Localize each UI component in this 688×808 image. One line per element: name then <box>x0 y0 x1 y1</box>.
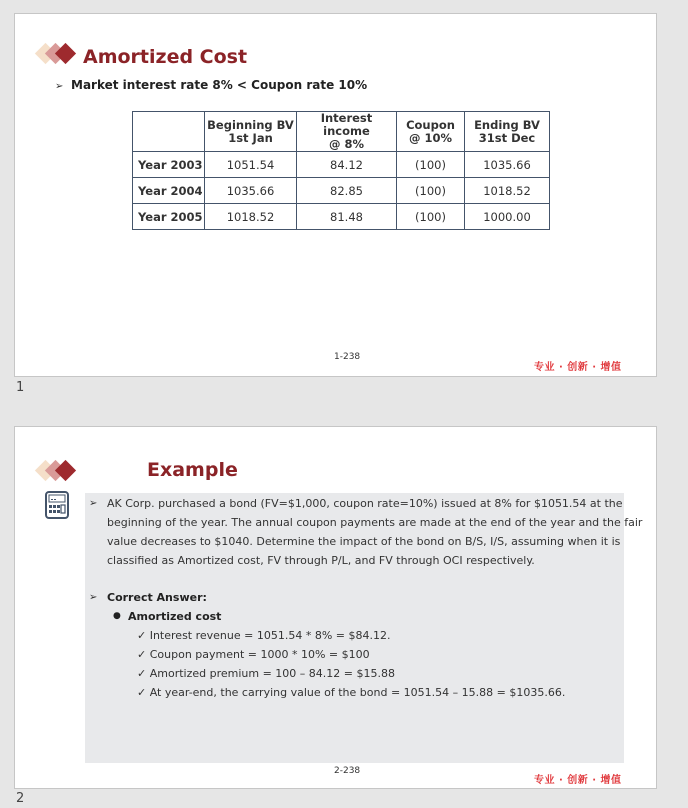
answer-heading: Correct Answer: <box>107 591 207 604</box>
table-cell: (100) <box>397 152 465 178</box>
table-cell: 1000.00 <box>465 204 550 230</box>
table-row <box>133 204 550 230</box>
table-header: Coupon @ 10% <box>397 112 465 152</box>
arrow-bullet-icon: ➢ <box>89 592 98 603</box>
slide-number: 2 <box>16 791 25 806</box>
table-cell: (100) <box>397 178 465 204</box>
slide-number: 1 <box>16 380 25 395</box>
table-cell: 84.12 <box>297 152 397 178</box>
answer-item: ✓ Amortized premium = 100 – 84.12 = $15.88 <box>137 667 395 680</box>
page-label: 1-238 <box>334 352 361 362</box>
answer-item: ✓ Interest revenue = 1051.54 * 8% = $84.12. <box>137 629 391 642</box>
row-label: Year 2003 <box>133 152 205 178</box>
table-header: Interest income @ 8% <box>297 112 397 152</box>
calculator-icon <box>45 491 69 519</box>
table-header: Beginning BV 1st Jan <box>205 112 297 152</box>
table-cell: (100) <box>397 204 465 230</box>
slide-title: Amortized Cost <box>83 46 248 68</box>
check-icon: ✓ <box>137 667 147 680</box>
slide-thumbnail-2[interactable] <box>14 426 657 789</box>
row-label: Year 2005 <box>133 204 205 230</box>
answer-item: ✓ Coupon payment = 1000 * 10% = $100 <box>137 648 370 661</box>
diamond-logo-icon <box>35 40 79 70</box>
arrow-bullet-icon: ➢ <box>89 498 98 509</box>
slide-thumbnail-1[interactable] <box>14 13 657 377</box>
row-label: Year 2004 <box>133 178 205 204</box>
amortization-table <box>132 111 550 230</box>
check-icon: ✓ <box>137 686 147 699</box>
table-header-corner <box>133 112 205 152</box>
table-cell: 1051.54 <box>205 152 297 178</box>
page-label: 2-238 <box>334 766 361 776</box>
arrow-bullet-icon: ➢ <box>55 81 64 92</box>
table-row <box>133 152 550 178</box>
motto-text: 专业 · 创新 · 增值 <box>534 775 622 786</box>
question-paragraph: ➢ AK Corp. purchased a bond (FV=$1,000, coupon rate=10%) issued at 8% for $1051.54 at the beginning of the year. The annual coupon payments are made at the end of the year and the fair value decreases to $1040. Determine the impact of the bond on B/S, I/S, assuming when it is classified as Amortized cost, FV through P/L, and FV through OCI respectively. <box>89 494 624 570</box>
table-cell: 82.85 <box>297 178 397 204</box>
answer-subheading: Amortized cost <box>128 610 222 623</box>
answer-item: ✓ At year-end, the carrying value of the bond = 1051.54 – 15.88 = $1035.66. <box>137 686 566 699</box>
table-cell: 1018.52 <box>205 204 297 230</box>
table-header-row <box>133 112 550 152</box>
table-cell: 81.48 <box>297 204 397 230</box>
table-cell: 1035.66 <box>465 152 550 178</box>
diamond-logo-icon <box>35 457 79 487</box>
dot-bullet-icon: ● <box>113 611 121 621</box>
subtitle-bullet <box>55 78 367 92</box>
motto-text: 专业 · 创新 · 增值 <box>534 362 622 373</box>
table-header: Ending BV 31st Dec <box>465 112 550 152</box>
table-row <box>133 178 550 204</box>
check-icon: ✓ <box>137 629 147 642</box>
subtitle-text: Market interest rate 8% < Coupon rate 10% <box>71 78 368 92</box>
check-icon: ✓ <box>137 648 147 661</box>
slide-title: Example <box>147 459 238 481</box>
table-cell: 1035.66 <box>205 178 297 204</box>
table-cell: 1018.52 <box>465 178 550 204</box>
answer-section <box>89 588 624 702</box>
